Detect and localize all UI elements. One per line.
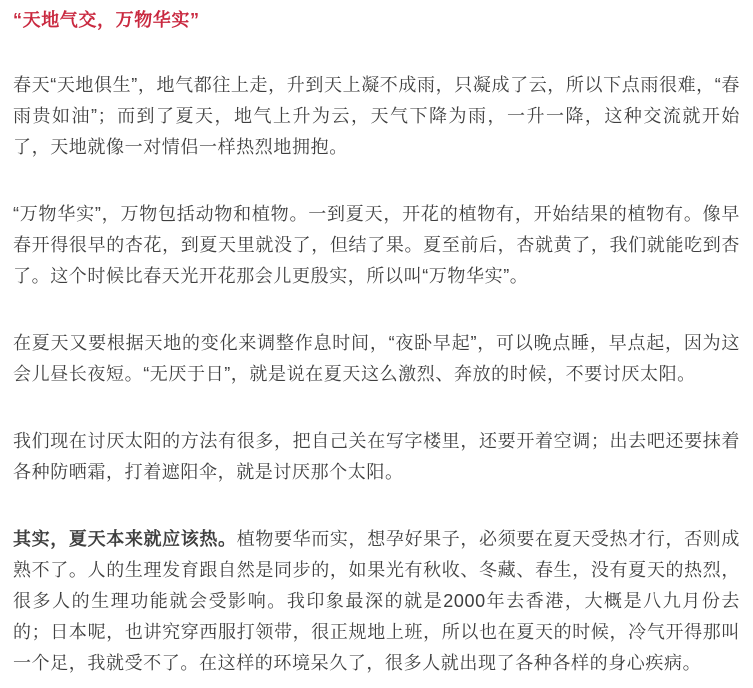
paragraph-text: 植物要华而实，想孕好果子，必须要在夏天受热才行，否则成熟不了。人的生理发育跟自然是同步的，如果光有秋收、冬藏、春生，没有夏天的热烈，很多人的生理功能就会受影响。我印象最深的就是2000年去香港，大概是八九月份去的；日本呢，也讲究穿西服打领带，很正规地上班，所以也在夏天的时候，冷气开得那叫一个足，我就受不了。在这样的环境呆久了，很多人就出现了各种各样的身心疾病。 bbox=[13, 529, 740, 673]
article-heading: “天地气交，万物华实” bbox=[13, 10, 200, 30]
paragraph-adjust-schedule: 在夏天又要根据天地的变化来调整作息时间，“夜卧早起”，可以晚点睡，早点起，因为这会儿昼长夜短。“无厌于日”，就是说在夏天这么激烈、奔放的时候，不要讨厌太阳。 bbox=[13, 333, 740, 384]
paragraph-summer-should-be-hot bbox=[13, 524, 740, 679]
paragraph-spring-summer-exchange: 春天“天地俱生”，地气都往上走，升到天上凝不成雨，只凝成了云，所以下点雨很难，“春雨贵如油”；而到了夏天，地气上升为云，天气下降为雨，一升一降，这种交流就开始了，天地就像一对情侣一样热烈地拥抱。 bbox=[13, 75, 740, 157]
paragraph-all-things-flourish: “万物华实”，万物包括动物和植物。一到夏天，开花的植物有，开始结果的植物有。像早春开得很早的杏花，到夏天里就没了，但结了果。夏至前后，杏就黄了，我们就能吃到杏了。这个时候比春天光开花那会儿更殷实，所以叫“万物华实”。 bbox=[13, 204, 740, 286]
paragraph-avoiding-sun: 我们现在讨厌太阳的方法有很多，把自己关在写字楼里，还要开着空调；出去吧还要抹着各种防晒霜，打着遮阳伞，就是讨厌那个太阳。 bbox=[13, 431, 740, 482]
paragraph-bold-lead: 其实，夏天本来就应该热。 bbox=[13, 529, 237, 549]
